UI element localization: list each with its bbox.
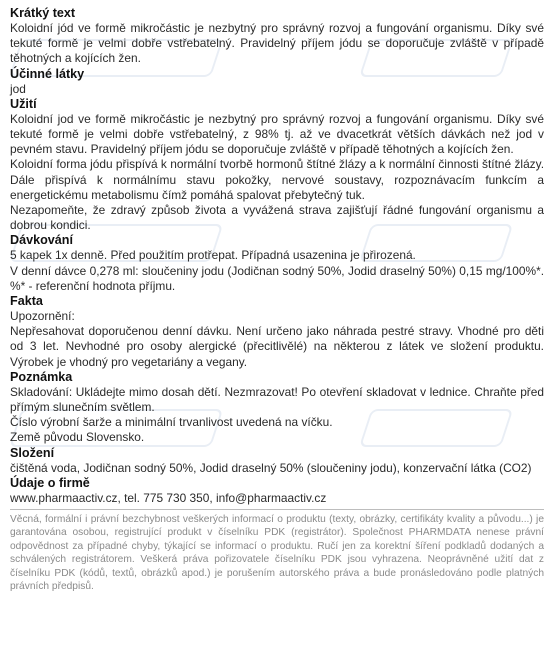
section-title: Užití	[10, 96, 37, 111]
section	[10, 67, 544, 97]
sections-container	[10, 6, 544, 506]
divider-line	[10, 509, 544, 510]
section	[10, 294, 544, 370]
section-paragraph: Koloidní jod ve formě mikročástic je nezbytný pro správný rozvoj a fungování organismu. Díky své tekuté formě je velmi dobře vstřebatelný, z 98% tj. až ve dvacetkrát větších dávkách než jod v pevném stavu. Pravidelný příjem jódu se doporučuje zvláště v případě těhotných a kojících žen.	[10, 111, 544, 157]
section	[10, 476, 544, 506]
section	[10, 370, 544, 446]
section-paragraph: Koloidní forma jódu přispívá k normální tvorbě hormonů štítné žlázy a k normální činnosti štítné žlázy. Dále přispívá k normálnímu stavu pokožky, nervové soustavy, rozpoznávacím funkcím a energetickému metabolismu čímž pomáhá spalovat přebytečný tuk.	[10, 157, 544, 202]
section-title: Dávkování	[10, 233, 73, 248]
section-title: Účinné látky	[10, 66, 85, 81]
section-title: Poznámka	[10, 369, 73, 384]
section-paragraph: čištěná voda, Jodičnan sodný 50%, Jodid draselný 50% (sloučeniny jodu), konzervační látka (CO2)	[10, 460, 532, 475]
section-paragraph: www.pharmaactiv.cz, tel. 775 730 350, info@pharmaactiv.cz	[10, 490, 327, 505]
legal-disclaimer: Věcná, formální i právní bezchybnost veškerých informací o produktu (texty, obrázky, certifikáty kvality a původu...) je garantována osobou, registrující produkt v číselníku PDK (registrátor). Společnost PHARMDATA nenese právní odpovědnost za případné chyby, týkající se informací o produktu. Ručí jen za korektní šíření podkladů dodaných a schválených registrátorem. Veškerá práva pořizovatele číselníku PDK jsou vyhrazena. Neoprávněné užití dat z číselníku PDK (kódů, textů, obrázků apod.) je porušením autorského práva a bude pronásledováno podle platných právních předpisů.	[10, 514, 544, 593]
section-paragraph: 5 kapek 1x denně. Před použitím protřepat. Případná usazenina je přirozená.	[10, 248, 416, 263]
section	[10, 6, 544, 67]
section-paragraph: V denní dávce 0,278 ml: sloučeniny jodu (Jodičnan sodný 50%, Jodid draselný 50%) 0,15 mg/100%*. %* - referenční hodnota příjmu.	[10, 263, 544, 293]
section	[10, 446, 544, 476]
section	[10, 233, 544, 294]
section-title: Údaje o firmě	[10, 475, 90, 490]
section-paragraph: jod	[10, 81, 26, 96]
section-paragraph: Upozornění:	[10, 309, 75, 324]
section-title: Fakta	[10, 294, 43, 309]
section-title: Složení	[10, 445, 55, 460]
section-paragraph: Nezapomeňte, že zdravý způsob života a vyvážená strava zajišťují řádné fungování organismu a dobrou kondici.	[10, 203, 544, 233]
section-paragraph: Skladování: Ukládejte mimo dosah dětí. Nezmrazovat! Po otevření skladovat v lednice. Chraňte před přímým slunečním světlem.	[10, 384, 544, 415]
section-paragraph: Číslo výrobní šarže a minimální trvanlivost uvedená na víčku.	[10, 415, 333, 430]
section	[10, 97, 544, 234]
section-paragraph: Země původu Slovensko.	[10, 430, 145, 445]
section-paragraph: Koloidní jód ve formě mikročástic je nezbytný pro správný rozvoj a fungování organismu. Díky své tekuté formě je velmi dobře vstřebatelný. Pravidelný příjem jódu se doporučuje zvláště v případě těhotných a kojících žen.	[10, 21, 544, 66]
section-paragraph: Nepřesahovat doporučenou denní dávku. Není určeno jako náhrada pestré stravy. Vhodné pro děti od 3 let. Nevhodné pro osoby alergické (přecitlivělé) na některou z látek ve složení produktu. Výrobek je vhodný pro vegetariány a vegany.	[10, 324, 544, 369]
section-title: Krátký text	[10, 6, 76, 20]
